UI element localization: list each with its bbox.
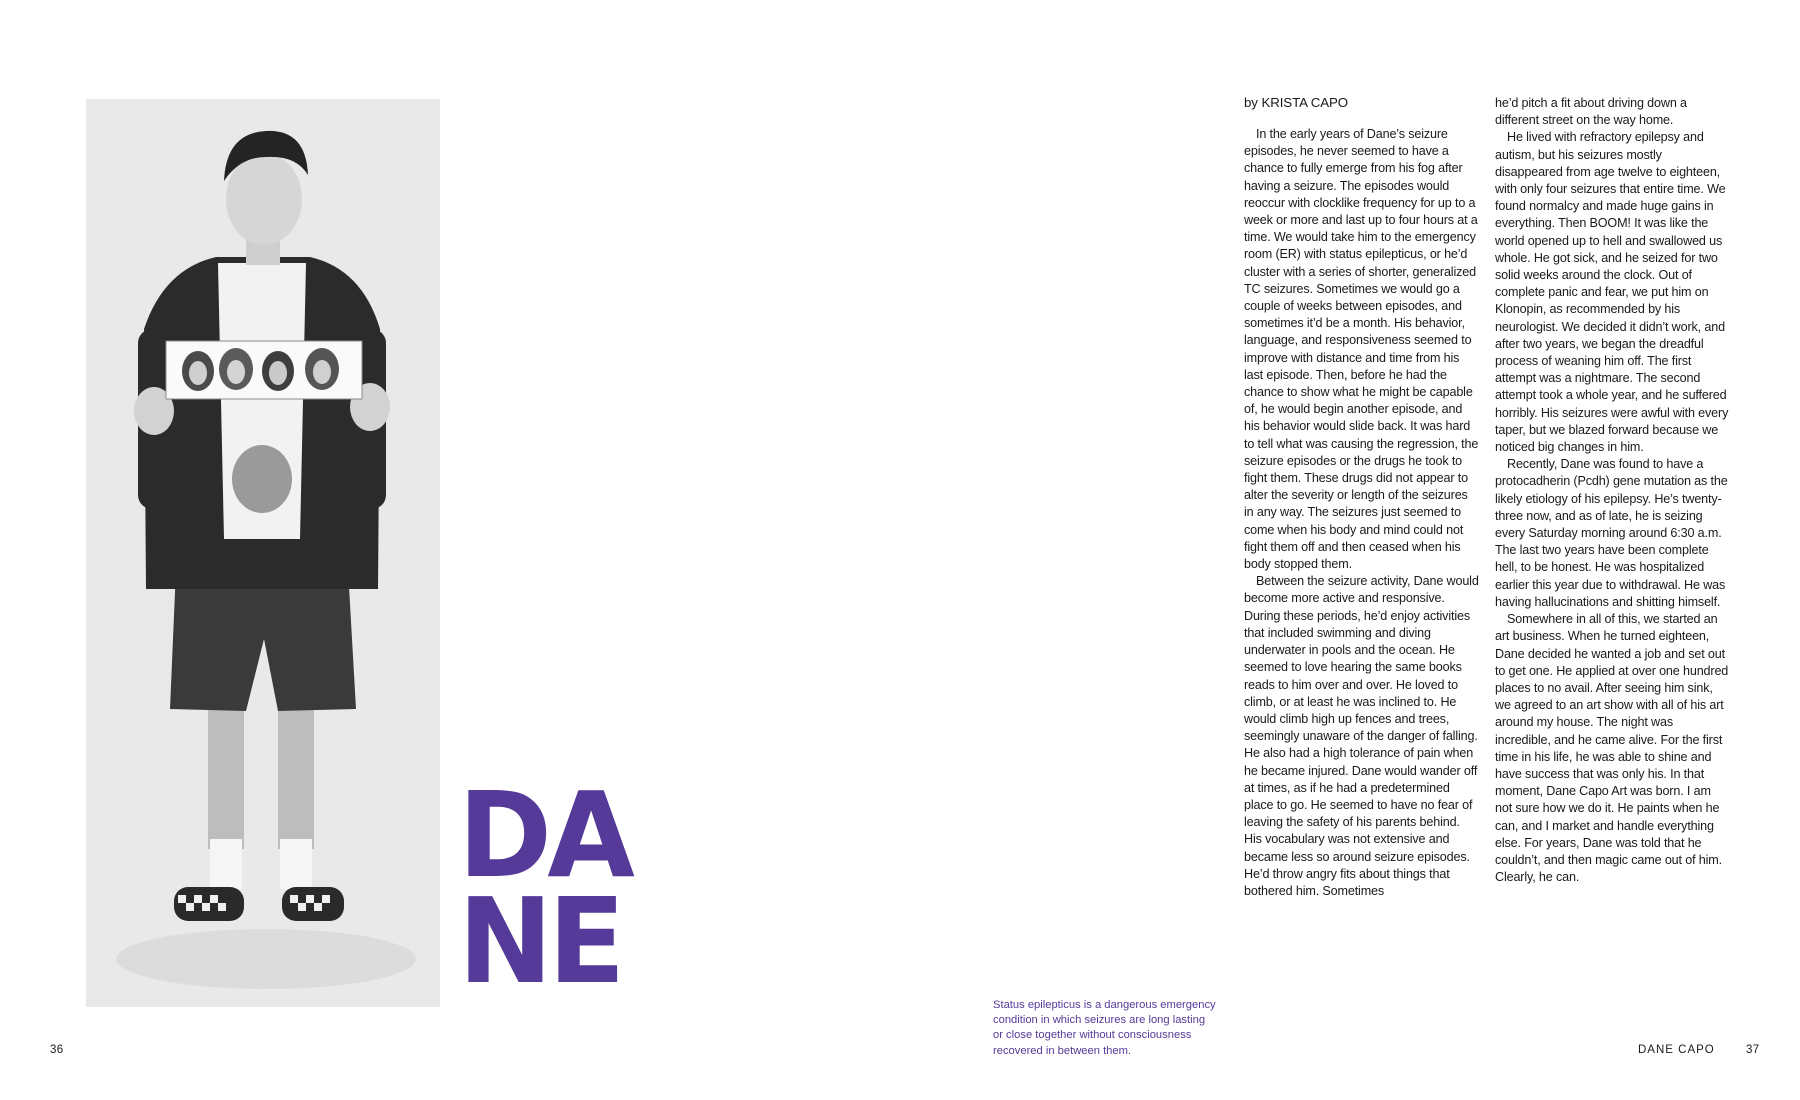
paragraph: Recently, Dane was found to have a protocadherin (Pcdh) gene mutation as the likely etiology of his epilepsy. He’s twenty-three now, and as of late, he is seizing every Saturday morning around 6:30 a.m. The last two years have been complete hell, to be honest. He was hospitalized earlier this year due to withdrawal. He was having hallucinations and shitting himself. xyxy=(1495,457,1728,609)
running-head: DANE CAPO xyxy=(1638,1044,1715,1056)
sidenote-caption: Status epilepticus is a dangerous emergency condition in which seizures are long lasting or close together without consciousness recovered in between them. xyxy=(993,999,1216,1057)
page-number-right: 37 xyxy=(1746,1044,1760,1056)
article-column-1 xyxy=(1244,126,1480,900)
headline-line-2: NE xyxy=(458,872,621,1010)
article-headline xyxy=(458,766,688,1010)
page-number-left: 36 xyxy=(50,1044,64,1056)
byline: by KRISTA CAPO xyxy=(1244,95,1349,110)
article-column-2 xyxy=(1495,95,1731,886)
paragraph: In the early years of Dane’s seizure episodes, he never seemed to have a chance to fully emerge from his fog after having a seizure. The episodes would reoccur with clocklike frequency for up to a week or more and last up to four hours at a time. We would take him to the emergency room (ER) with status epilepticus, or he’d cluster with a series of shorter, generalized TC seizures. Sometimes we would go a couple of weeks between episodes, and sometimes it’d be a month. His behavior, language, and responsiveness seemed to improve with distance and time from his last episode. Then, before he had the chance to show what he might be capable of, he would begin another episode, and his behavior would slide back. It was hard to tell what was causing the regression, the seizure episodes or the drugs he took to fight them. These drugs did not appear to alter the severity or length of the seizures in any way. The seizures just seemed to come when his body and mind could not fight them off and then ceased when his body stopped them. xyxy=(1244,127,1479,572)
paragraph: Somewhere in all of this, we started an art business. When he turned eighteen, Dane decided he wanted a job and set out to get one. He applied at over one hundred places to no avail. After seeing him sink, we agreed to an art show with all of his art around my house. The night was incredible, and he came alive. For the first time in his life, he was able to shine and have success that was only his. In that moment, Dane Capo Art was born. I am not sure how we do it. He paints when he can, and I market and handle everything else. For years, Dane was told that he couldn’t, and then magic came out of him. Clearly, he can. xyxy=(1495,612,1729,885)
paragraph: Between the seizure activity, Dane would become more active and responsive. During these periods, he’d enjoy activities that included swimming and diving underwater in pools and the ocean. He seemed to love hearing the same books reads to him over and over. He loved to climb, or at least he was inclined to. He would climb high up fences and trees, seemingly unaware of the danger of falling. He also had a high tolerance of pain when he became injured. Dane would wander off at times, as if he had a predetermined place to go. He seemed to have no fear of leaving the safety of his parents behind. His vocabulary was not extensive and became less so around seizure episodes. He’d throw angry fits about things that bothered him. Sometimes xyxy=(1244,574,1479,898)
portrait-photo xyxy=(86,99,440,1007)
headline-line-1: DA xyxy=(458,766,631,904)
paragraph: He lived with refractory epilepsy and autism, but his seizures mostly disappeared from age twelve to eighteen, with only four seizures that entire time. We found normalcy and made huge gains in everything. Then BOOM! It was like the world opened up to hell and swallowed us whole. He got sick, and he seized for two solid weeks around the clock. Out of complete panic and fear, we put him on Klonopin, as recommended by his neurologist. We decided it didn’t work, and after two years, we began the dreadful process of weaning him off. The first attempt was a nightmare. The second attempt took a whole year, and he suffered horribly. His seizures were awful with every taper, but we blazed forward because we noticed big changes in him. xyxy=(1495,130,1729,455)
paragraph: he’d pitch a fit about driving down a different street on the way home. xyxy=(1495,96,1687,128)
